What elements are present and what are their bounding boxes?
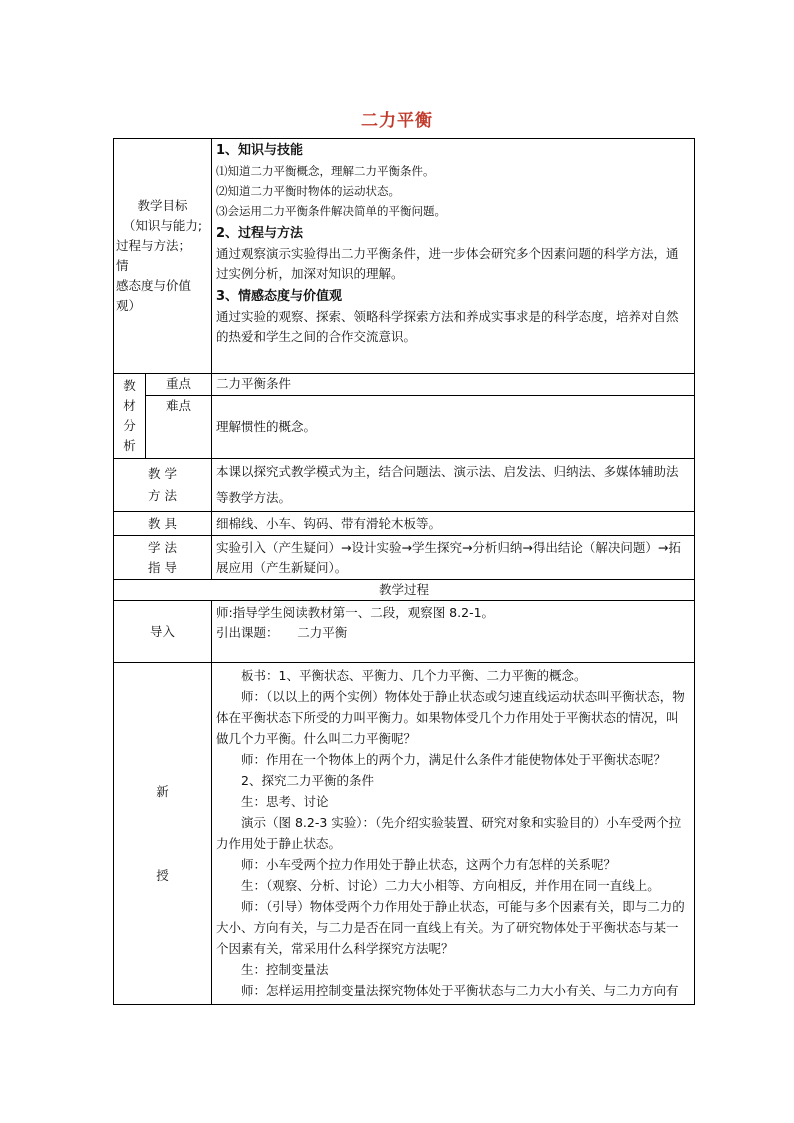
section-text: 通过实验的观察、探索、领略科学探索方法和养成实事求是的科学态度，培养对自然的热爱和学生之间的合作交流意识。 (216, 309, 679, 344)
objectives-label-line: （知识与能力; (122, 218, 203, 233)
objectives-content (212, 139, 695, 374)
lesson-paragraph: 师：小车受两个拉力作用处于静止状态，这两个力有怎样的关系呢？ (241, 857, 617, 872)
process-header-row (114, 580, 695, 601)
lesson-paragraph: 生：（观察、分析、讨论）二力大小相等、方向相反，并作用在同一直线上。 (241, 878, 660, 893)
objective-item: ⑵知道二力平衡时物体的运动状态。 (216, 184, 400, 198)
analysis-difficulty-row (114, 395, 695, 459)
method-text: 本课以探究式教学模式为主，结合问题法、演示法、启发法、归纳法、多媒体辅助法等教学方法。 (212, 459, 695, 512)
lesson-paragraph: 2、探究二力平衡的条件 (241, 773, 374, 788)
objectives-label-line: 教学目标 (137, 198, 188, 213)
objective-item: ⑶会运用二力平衡条件解决简单的平衡问题。 (216, 204, 446, 218)
intro-line: 引出课题： 二力平衡 (216, 625, 348, 640)
lesson-paragraph: 师：作用在一个物体上的两个力，满足什么条件才能使物体处于平衡状态呢？ (241, 752, 667, 767)
objectives-label-line: 过程与方法； (116, 238, 192, 253)
label-spacer (118, 802, 207, 866)
tools-row (114, 512, 695, 536)
lesson-paragraph: 生：控制变量法 (241, 962, 329, 977)
analysis-label-char: 分 (123, 418, 136, 433)
document-title: 二力平衡 (361, 111, 433, 131)
new-lesson-content (212, 663, 695, 1005)
intro-content (212, 601, 695, 663)
difficulty-value: 理解惯性的概念。 (212, 395, 695, 459)
guidance-text: 实验引入（产生疑问）→设计实验→学生探究→分析归纳→得出结论（解决问题）→拓展应用（产生新疑问）。 (212, 536, 695, 580)
method-label-line: 方 法 (148, 488, 177, 503)
tools-text: 细棉线、小车、钩码、带有滑轮木板等。 (212, 512, 695, 536)
analysis-label-char: 析 (123, 438, 136, 453)
lesson-paragraph: 板书：1、平衡状态、平衡力、几个力平衡、二力平衡的概念。 (241, 668, 587, 683)
guidance-label-line: 指 导 (148, 559, 177, 575)
lesson-paragraph: 师：（引导）物体受两个力作用处于静止状态，可能与多个因素有关，即与二力的大小、方向有关，与二力是否在同一直线上有关。为了研究物体处于平衡状态与某一个因素有关，常采用什么科学探究方法呢？ (216, 899, 685, 956)
difficulty-label: 难点 (146, 395, 212, 459)
section-text: 通过观察演示实验得出二力平衡条件，进一步体会研究多个因素问题的科学方法，通过实例分析，加深对知识的理解。 (216, 246, 679, 281)
objectives-label (114, 139, 212, 374)
method-label (114, 459, 212, 512)
new-lesson-label-char: 新 (156, 783, 169, 799)
key-point-label: 重点 (146, 374, 212, 396)
method-label-line: 教 学 (148, 466, 177, 481)
process-header: 教学过程 (114, 580, 695, 601)
guidance-label (114, 536, 212, 580)
objectives-row (114, 139, 695, 374)
new-lesson-row (114, 663, 695, 1005)
intro-line: 师:指导学生阅读教材第一、二段，观察图 8.2-1。 (216, 605, 495, 620)
new-lesson-label (114, 663, 212, 1005)
section-heading: 2、过程与方法 (216, 226, 304, 241)
section-heading: 3、情感态度与价值观 (216, 289, 343, 304)
guidance-row (114, 536, 695, 580)
intro-label: 导入 (114, 601, 212, 663)
new-lesson-label-char: 授 (156, 867, 169, 883)
lesson-paragraph: 生：思考、讨论 (241, 794, 329, 809)
analysis-key-row (114, 374, 695, 396)
lesson-plan-table (113, 138, 695, 1005)
analysis-label-char: 教 (123, 378, 136, 393)
section-heading: 1、知识与技能 (216, 143, 304, 158)
key-point-value: 二力平衡条件 (212, 374, 695, 396)
objectives-label-line: 情 (116, 258, 129, 273)
objectives-label-line: 感态度与价值 (116, 278, 192, 293)
intro-row (114, 601, 695, 663)
objectives-label-line: 观） (116, 298, 142, 313)
lesson-paragraph: 演示（图 8.2-3 实验）：（先介绍实验装置、研究对象和实验目的）小车受两个拉力作用处于静止状态。 (216, 815, 682, 851)
method-row (114, 459, 695, 512)
lesson-paragraph: 师：怎样运用控制变量法探究物体处于平衡状态与二力大小有关、与二力方向有 (241, 983, 679, 998)
guidance-label-line: 学 法 (148, 539, 177, 555)
analysis-label (114, 374, 146, 459)
tools-label: 教 具 (114, 512, 212, 536)
lesson-paragraph: 师：（以以上的两个实例）物体处于静止状态或匀速直线运动状态叫平衡状态，物体在平衡状态下所受的力叫平衡力。如果物体受几个力作用处于平衡状态的情况，叫做几个力平衡。什么叫二力平衡呢？ (216, 689, 685, 746)
analysis-label-char: 材 (123, 398, 136, 413)
objective-item: ⑴知道二力平衡概念，理解二力平衡条件。 (216, 164, 435, 178)
